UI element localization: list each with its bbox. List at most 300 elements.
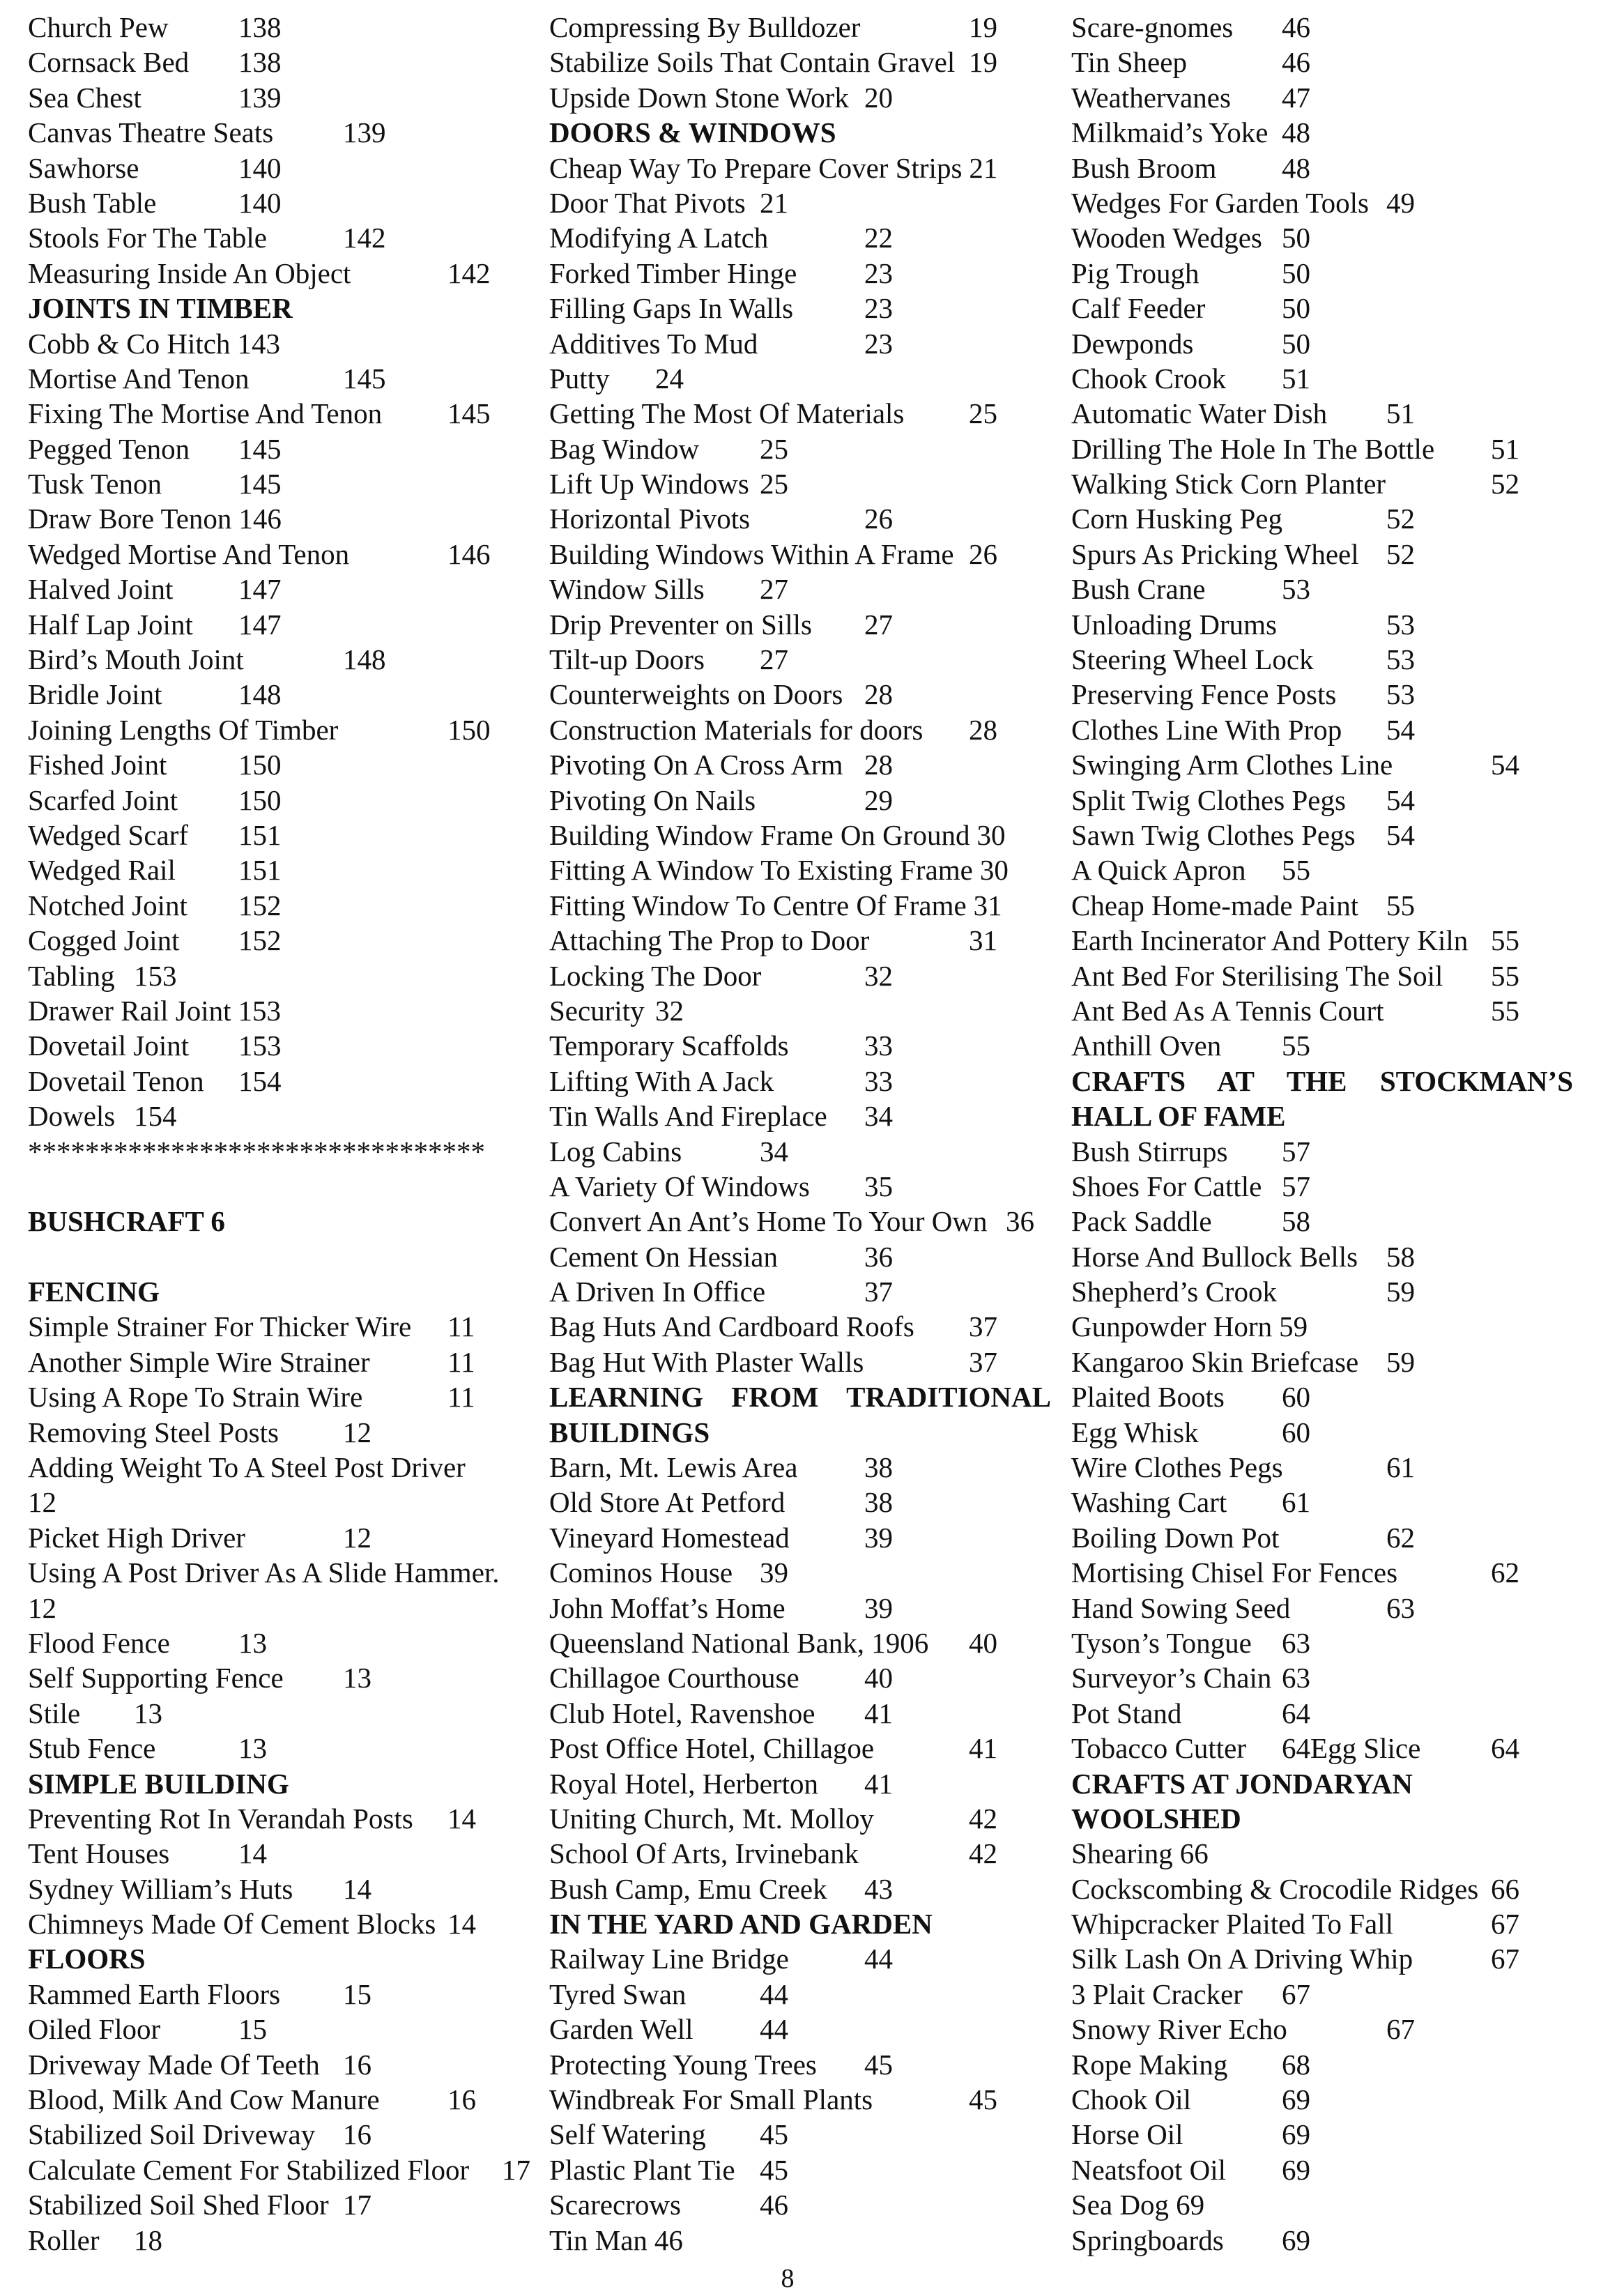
entry-title: Plaited Boots bbox=[1071, 1381, 1225, 1414]
entry-title: Clothes Line With Prop bbox=[1071, 713, 1342, 746]
index-entry bbox=[549, 466, 1051, 501]
section-heading: LEARNING FROM TRADITIONAL bbox=[549, 1381, 1051, 1414]
index-entry bbox=[1071, 783, 1573, 818]
index-entry bbox=[1071, 1696, 1573, 1731]
index-entry bbox=[28, 852, 516, 887]
index-entry bbox=[28, 501, 516, 536]
entry-page-number: 67 bbox=[1491, 1908, 1519, 1941]
entry-page-number: 54 bbox=[1386, 783, 1415, 816]
entry-page-number: 12 bbox=[343, 1416, 371, 1448]
entry-title: Fixing The Mortise And Tenon bbox=[28, 397, 383, 430]
index-entry bbox=[1071, 1591, 1573, 1625]
entry-title: Corn Husking Peg bbox=[1071, 503, 1282, 535]
index-entry bbox=[1071, 256, 1573, 291]
entry-page-number: 31 bbox=[973, 889, 1002, 921]
entry-page-number: 139 bbox=[238, 81, 282, 114]
index-entry bbox=[549, 1204, 1051, 1239]
entry-title: Stabilize Soils That Contain Gravel bbox=[549, 46, 956, 79]
blank-line bbox=[28, 1239, 516, 1274]
entry-title: 3 Plait Cracker bbox=[1071, 1977, 1243, 2010]
entry-title: Getting The Most Of Materials bbox=[549, 397, 905, 430]
entry-page-number: 58 bbox=[1386, 1240, 1415, 1273]
index-entry bbox=[1071, 1415, 1573, 1450]
entry-title: Wedges For Garden Tools bbox=[1071, 186, 1369, 219]
index-entry bbox=[28, 2187, 516, 2222]
entry-page-number: 34 bbox=[864, 1100, 893, 1133]
entry-title: Cogged Joint bbox=[28, 924, 180, 957]
entry-title: Chillagoe Courthouse bbox=[549, 1662, 799, 1694]
entry-title: Another Simple Wire Strainer bbox=[28, 1345, 370, 1378]
entry-title: Drawer Rail Joint bbox=[28, 994, 231, 1027]
index-entry bbox=[1071, 1345, 1573, 1379]
entry-page-number: 151 bbox=[238, 854, 282, 887]
index-entry bbox=[1071, 1309, 1573, 1344]
entry-page-number: 17 bbox=[343, 2189, 371, 2221]
entry-title: Club Hotel, Ravenshoe bbox=[549, 1697, 815, 1729]
entry-title: Cheap Home-made Paint bbox=[1071, 889, 1359, 921]
entry-title: Boiling Down Pot bbox=[1071, 1521, 1280, 1554]
index-entry bbox=[1071, 2117, 1573, 2152]
entry-title: Whipcracker Plaited To Fall bbox=[1071, 1908, 1394, 1941]
entry-title: Pig Trough bbox=[1071, 257, 1200, 289]
entry-page-number: 40 bbox=[969, 1626, 997, 1659]
index-entry bbox=[549, 818, 1051, 852]
entry-page-number: 16 bbox=[343, 2048, 371, 2081]
entry-title: Queensland National Bank, 1906 bbox=[549, 1626, 929, 1659]
entry-title: Canvas Theatre Seats bbox=[28, 116, 274, 149]
entry-title: Weathervanes bbox=[1071, 81, 1231, 114]
entry-title: Bush Crane bbox=[1071, 573, 1206, 606]
entry-title: Tin Walls And Fireplace bbox=[549, 1100, 827, 1133]
entry-page-number: 46 bbox=[1282, 11, 1310, 43]
entry-title: Bag Huts And Cardboard Roofs bbox=[549, 1310, 914, 1343]
entry-title: Ant Bed As A Tennis Court bbox=[1071, 994, 1384, 1027]
entry-page-number: 30 bbox=[976, 818, 1006, 851]
entry-page-number: 69 bbox=[1282, 2224, 1310, 2256]
index-entry bbox=[1071, 1134, 1573, 1169]
entry-title: Bag Hut With Plaster Walls bbox=[549, 1345, 864, 1378]
entry-page-number: 39 bbox=[760, 1556, 788, 1589]
entry-page-number: 30 bbox=[979, 854, 1009, 887]
entry-page-number: 33 bbox=[864, 1064, 893, 1097]
section-heading: WOOLSHED bbox=[1071, 1802, 1241, 1835]
entry-title: Stile bbox=[28, 1697, 81, 1729]
entry-page-number: 51 bbox=[1386, 397, 1415, 430]
index-entry bbox=[549, 1766, 1051, 1801]
index-entry bbox=[549, 1064, 1051, 1099]
index-entry bbox=[1071, 1906, 1573, 1941]
index-entry bbox=[1071, 993, 1573, 1028]
entry-page-number: 49 bbox=[1386, 186, 1415, 219]
index-entry bbox=[1071, 677, 1573, 712]
index-entry bbox=[1071, 1450, 1573, 1485]
entry-page-number: 44 bbox=[760, 2013, 788, 2046]
index-entry bbox=[549, 10, 1051, 45]
index-entry-text: Adding Weight To A Steel Post Driver bbox=[28, 1451, 466, 1484]
entry-page-number: 55 bbox=[1282, 854, 1310, 887]
entry-title: Tyred Swan bbox=[549, 1977, 687, 2010]
page-number: 8 bbox=[781, 2264, 795, 2293]
index-entry bbox=[1071, 2082, 1573, 2117]
entry-title: Locking The Door bbox=[549, 959, 762, 992]
index-entry bbox=[1071, 1660, 1573, 1695]
entry-title: Pivoting On A Cross Arm bbox=[549, 749, 843, 781]
entry-title: Tusk Tenon bbox=[28, 468, 162, 500]
section-heading: IN THE YARD AND GARDEN bbox=[549, 1908, 933, 1941]
entry-title: Horse And Bullock Bells bbox=[1071, 1240, 1358, 1273]
entry-page-number: 37 bbox=[969, 1310, 997, 1343]
entry-title: Chook Oil bbox=[1071, 2083, 1191, 2116]
index-entry bbox=[1071, 2047, 1573, 2082]
entry-page-number: 13 bbox=[238, 1626, 267, 1659]
entry-page-number: 59 bbox=[1386, 1345, 1415, 1378]
entry-title: Tobacco Cutter bbox=[1071, 1732, 1247, 1765]
entry-title: Kangaroo Skin Briefcase bbox=[1071, 1345, 1359, 1378]
entry-page-number: 150 bbox=[238, 749, 282, 781]
entry-page-number: 11 bbox=[447, 1381, 475, 1414]
entry-title: Cheap Way To Prepare Cover Strips bbox=[549, 151, 963, 184]
index-entry bbox=[1071, 537, 1573, 572]
index-entry bbox=[1071, 220, 1573, 255]
index-entry bbox=[1071, 466, 1573, 501]
entry-page-number: 36 bbox=[1006, 1205, 1034, 1238]
index-entry bbox=[1071, 151, 1573, 185]
index-entry bbox=[549, 712, 1051, 747]
entry-title: Wire Clothes Pegs bbox=[1071, 1451, 1283, 1484]
entry-page-number: 40 bbox=[864, 1662, 893, 1694]
entry-title: Horse Oil bbox=[1071, 2118, 1183, 2151]
entry-title: Automatic Water Dish bbox=[1071, 397, 1328, 430]
index-entry bbox=[28, 993, 516, 1028]
index-entry bbox=[1071, 1520, 1573, 1555]
entry-page-number: 55 bbox=[1491, 994, 1519, 1027]
entry-title: Dovetail Tenon bbox=[28, 1064, 204, 1097]
entry-title: Protecting Young Trees bbox=[549, 2048, 817, 2081]
entry-title: Forked Timber Hinge bbox=[549, 257, 797, 289]
entry-title: Modifying A Latch bbox=[549, 222, 769, 254]
entry-title: Ant Bed For Sterilising The Soil bbox=[1071, 959, 1443, 992]
index-entry-text: Using A Post Driver As A Slide Hammer. bbox=[28, 1556, 500, 1589]
entry-title: Horizontal Pivots bbox=[549, 503, 751, 535]
entry-title: Split Twig Clothes Pegs bbox=[1071, 783, 1346, 816]
index-column-1 bbox=[28, 10, 530, 2258]
entry-page-number: 50 bbox=[1282, 292, 1310, 325]
entry-title: Walking Stick Corn Planter bbox=[1071, 468, 1386, 500]
entry-title: Stabilized Soil Driveway bbox=[28, 2118, 316, 2151]
entry-page-number: 53 bbox=[1386, 678, 1415, 711]
entry-page-number: 143 bbox=[237, 327, 280, 360]
entry-page-number: 60 bbox=[1282, 1381, 1310, 1414]
entry-title: Mortise And Tenon bbox=[28, 362, 250, 395]
entry-page-number: 42 bbox=[969, 1802, 997, 1835]
entry-page-number: 41 bbox=[864, 1767, 893, 1800]
entry-page-number: 17 bbox=[502, 2153, 530, 2186]
entry-title: Plastic Plant Tie bbox=[549, 2153, 735, 2186]
entry-title: Dovetail Joint bbox=[28, 1030, 190, 1062]
entry-page-number: 14 bbox=[343, 1872, 371, 1905]
entry-page-number: 61 bbox=[1282, 1486, 1310, 1519]
entry-title: Old Store At Petford bbox=[549, 1486, 785, 1519]
entry-page-number: 45 bbox=[760, 2118, 788, 2151]
entry-page-number: 148 bbox=[343, 643, 386, 676]
entry-page-number: 26 bbox=[969, 537, 997, 570]
index-entry bbox=[549, 958, 1051, 993]
entry-page-number: 146 bbox=[447, 537, 491, 570]
index-entry bbox=[549, 1836, 1051, 1871]
entry-title: Scare-gnomes bbox=[1071, 11, 1234, 43]
index-entry-text: 12 bbox=[28, 1591, 56, 1624]
entry-title: Stub Fence bbox=[28, 1732, 156, 1765]
entry-page-number: 145 bbox=[238, 468, 282, 500]
index-entry bbox=[28, 466, 516, 501]
entry-page-number: 51 bbox=[1491, 432, 1519, 465]
entry-page-number: 15 bbox=[238, 2013, 267, 2046]
entry-title: Cement On Hessian bbox=[549, 1240, 778, 1273]
entry-page-number: 152 bbox=[238, 924, 282, 957]
index-entry bbox=[549, 1555, 1051, 1590]
entry-title: Stools For The Table bbox=[28, 222, 267, 254]
index-entry bbox=[28, 1064, 516, 1099]
entry-title: Building Window Frame On Ground bbox=[549, 818, 970, 851]
entry-page-number: 41 bbox=[969, 1732, 997, 1765]
entry-title: Silk Lash On A Driving Whip bbox=[1071, 1943, 1413, 1975]
entry-page-number: 69 bbox=[1282, 2118, 1310, 2151]
entry-title: Bridle Joint bbox=[28, 678, 162, 711]
entry-title: Wedged Rail bbox=[28, 854, 176, 887]
index-entry bbox=[1071, 1485, 1573, 1520]
entry-page-number: 54 bbox=[1386, 818, 1415, 851]
index-entry bbox=[28, 888, 516, 923]
entry-page-number: 147 bbox=[238, 573, 282, 606]
entry-page-number: 54 bbox=[1491, 749, 1519, 781]
entry-page-number: 37 bbox=[864, 1276, 893, 1308]
entry-title: Sea Chest bbox=[28, 81, 141, 114]
entry-title: Tin Sheep bbox=[1071, 46, 1187, 79]
index-entry bbox=[28, 783, 516, 818]
entry-title: Anthill Oven bbox=[1071, 1030, 1222, 1062]
index-entry bbox=[28, 45, 516, 79]
entry-title: Pivoting On Nails bbox=[549, 783, 756, 816]
entry-title: Filling Gaps In Walls bbox=[549, 292, 794, 325]
entry-page-number: 64 bbox=[1491, 1732, 1519, 1765]
entry-page-number: 14 bbox=[447, 1802, 476, 1835]
entry-page-number: 145 bbox=[238, 432, 282, 465]
index-entry bbox=[549, 2223, 1051, 2258]
entry-title: Uniting Church, Mt. Molloy bbox=[549, 1802, 874, 1835]
section-separator: ******************************** bbox=[28, 1135, 485, 1168]
entry-page-number: 21 bbox=[760, 186, 788, 219]
entry-page-number: 53 bbox=[1386, 608, 1415, 641]
index-entry bbox=[549, 291, 1051, 326]
entry-title: Steering Wheel Lock bbox=[1071, 643, 1314, 676]
index-entry bbox=[28, 1906, 516, 1941]
index-entry bbox=[28, 361, 516, 396]
index-entry bbox=[549, 888, 1051, 923]
entry-title: Cockscombing & Crocodile Ridges bbox=[1071, 1872, 1479, 1905]
entry-page-number: 28 bbox=[864, 678, 893, 711]
section-heading: FLOORS bbox=[28, 1943, 146, 1975]
entry-title: Compressing By Bulldozer bbox=[549, 11, 861, 43]
entry-page-number: 147 bbox=[238, 608, 282, 641]
entry-title: Stabilized Soil Shed Floor bbox=[28, 2189, 329, 2221]
entry-title: A Quick Apron bbox=[1071, 854, 1246, 887]
index-entry bbox=[549, 1274, 1051, 1309]
entry-title: Railway Line Bridge bbox=[549, 1943, 789, 1975]
index-entry bbox=[28, 958, 516, 993]
index-column-2 bbox=[549, 10, 1051, 2258]
index-entry bbox=[1071, 1274, 1573, 1309]
entry-title: Log Cabins bbox=[549, 1135, 682, 1168]
index-entry bbox=[549, 852, 1051, 887]
index-entry bbox=[549, 1345, 1051, 1379]
entry-page-number: 27 bbox=[760, 573, 788, 606]
entry-page-number: 153 bbox=[238, 1030, 282, 1062]
entry-title: A Variety Of Windows bbox=[549, 1170, 810, 1202]
entry-page-number: 50 bbox=[1282, 222, 1310, 254]
index-entry bbox=[1071, 818, 1573, 852]
index-entry bbox=[549, 923, 1051, 958]
index-entry bbox=[1071, 1239, 1573, 1274]
index-entry bbox=[1071, 923, 1573, 958]
index-entry bbox=[549, 45, 1051, 79]
entry-page-number: 54 bbox=[1386, 713, 1415, 746]
index-column-3 bbox=[1071, 10, 1573, 2258]
entry-title: Church Pew bbox=[28, 11, 169, 43]
index-entry bbox=[28, 2047, 516, 2082]
entry-title: Cobb & Co Hitch bbox=[28, 327, 231, 360]
entry-page-number: 25 bbox=[760, 468, 788, 500]
entry-title: Self Supporting Fence bbox=[28, 1662, 284, 1694]
entry-page-number: 19 bbox=[969, 11, 997, 43]
section-heading: CRAFTS AT JONDARYAN bbox=[1071, 1767, 1413, 1800]
entry-page-number: 52 bbox=[1491, 468, 1519, 500]
entry-page-number: 142 bbox=[343, 222, 386, 254]
index-entry bbox=[28, 256, 516, 291]
index-entry bbox=[1071, 572, 1573, 606]
index-entry bbox=[1071, 1731, 1573, 1766]
index-entry bbox=[28, 712, 516, 747]
index-entry bbox=[549, 151, 1051, 185]
index-entry bbox=[1071, 80, 1573, 115]
index-entry bbox=[28, 1977, 516, 2012]
entry-title: Gunpowder Horn bbox=[1071, 1310, 1273, 1343]
entry-page-number: 55 bbox=[1491, 924, 1519, 957]
entry-page-number: 145 bbox=[343, 362, 386, 395]
index-entry bbox=[28, 537, 516, 572]
entry-title: Sawn Twig Clothes Pegs bbox=[1071, 818, 1356, 851]
index-entry bbox=[28, 115, 516, 150]
index-entry bbox=[1071, 642, 1573, 677]
index-entry bbox=[1071, 361, 1573, 396]
entry-page-number: 59 bbox=[1279, 1310, 1308, 1343]
entry-title: Mortising Chisel For Fences bbox=[1071, 1556, 1398, 1589]
index-entry bbox=[549, 431, 1051, 466]
index-entry bbox=[1071, 2223, 1573, 2258]
section-heading: SIMPLE BUILDING bbox=[28, 1767, 289, 1800]
entry-title: Hand Sowing Seed bbox=[1071, 1591, 1291, 1624]
entry-title: Bush Table bbox=[28, 186, 157, 219]
entry-page-number: 66 bbox=[1179, 1837, 1209, 1870]
entry-page-number: 150 bbox=[238, 783, 282, 816]
entry-title: Calf Feeder bbox=[1071, 292, 1206, 325]
index-entry bbox=[28, 1520, 516, 1555]
entry-title: Wooden Wedges bbox=[1071, 222, 1262, 254]
entry-page-number: 20 bbox=[864, 81, 893, 114]
index-entry bbox=[549, 1625, 1051, 1660]
entry-title: Bush Broom bbox=[1071, 151, 1217, 184]
entry-page-number: 50 bbox=[1282, 257, 1310, 289]
index-entry bbox=[28, 185, 516, 220]
entry-page-number: 63 bbox=[1386, 1591, 1415, 1624]
entry-page-number: 55 bbox=[1386, 889, 1415, 921]
entry-title: Sydney William’s Huts bbox=[28, 1872, 293, 1905]
index-entry bbox=[549, 1169, 1051, 1204]
entry-page-number: 31 bbox=[969, 924, 997, 957]
index-entry bbox=[549, 607, 1051, 642]
entry-page-number: 46 bbox=[654, 2224, 683, 2256]
index-entry bbox=[28, 431, 516, 466]
index-entry bbox=[1071, 1977, 1573, 2012]
index-entry bbox=[1071, 2152, 1573, 2187]
entry-page-number: 51 bbox=[1282, 362, 1310, 395]
entry-title: Tilt-up Doors bbox=[549, 643, 705, 676]
index-entry bbox=[549, 1660, 1051, 1695]
entry-page-number: 11 bbox=[447, 1310, 475, 1343]
index-entry bbox=[549, 1872, 1051, 1906]
index-entry bbox=[549, 2117, 1051, 2152]
index-entry bbox=[1071, 2187, 1573, 2222]
entry-page-number: 63 bbox=[1282, 1626, 1310, 1659]
entry-title: Flood Fence bbox=[28, 1626, 170, 1659]
entry-page-number: 48 bbox=[1282, 151, 1310, 184]
entry-page-number: 62 bbox=[1491, 1556, 1519, 1589]
entry-title: Counterweights on Doors bbox=[549, 678, 843, 711]
index-entry bbox=[28, 1415, 516, 1450]
entry-page-number: 26 bbox=[864, 503, 893, 535]
entry-page-number: 48 bbox=[1282, 116, 1310, 149]
entry-title: Windbreak For Small Plants bbox=[549, 2083, 873, 2116]
index-entry bbox=[549, 1450, 1051, 1485]
entry-title: Bush Camp, Emu Creek bbox=[549, 1872, 827, 1905]
entry-page-number: 23 bbox=[864, 327, 893, 360]
entry-title: Barn, Mt. Lewis Area bbox=[549, 1451, 798, 1484]
entry-page-number: 22 bbox=[864, 222, 893, 254]
entry-page-number: 69 bbox=[1282, 2083, 1310, 2116]
index-entry bbox=[28, 1379, 516, 1414]
index-entry bbox=[549, 2012, 1051, 2046]
index-entry bbox=[1071, 958, 1573, 993]
entry-page-number: 67 bbox=[1282, 1977, 1310, 2010]
entry-page-number: 50 bbox=[1282, 327, 1310, 360]
entry-title: Cominos House bbox=[549, 1556, 733, 1589]
index-entry bbox=[28, 677, 516, 712]
index-entry bbox=[549, 1309, 1051, 1344]
entry-page-number: 145 bbox=[447, 397, 491, 430]
entry-page-number: 15 bbox=[343, 1977, 371, 2010]
entry-title: Sea Dog bbox=[1071, 2189, 1170, 2221]
entry-title: Surveyor’s Chain bbox=[1071, 1662, 1272, 1694]
index-entry bbox=[549, 185, 1051, 220]
entry-page-number: 57 bbox=[1282, 1135, 1310, 1168]
entry-title: Fished Joint bbox=[28, 749, 167, 781]
index-entry bbox=[1071, 10, 1573, 45]
entry-page-number: 45 bbox=[969, 2083, 997, 2116]
entry-title: Draw Bore Tenon bbox=[28, 503, 232, 535]
index-entry bbox=[1071, 501, 1573, 536]
entry-title: Earth Incinerator And Pottery Kiln bbox=[1071, 924, 1469, 957]
index-entry bbox=[28, 923, 516, 958]
section-heading: HALL OF FAME bbox=[1071, 1100, 1286, 1133]
